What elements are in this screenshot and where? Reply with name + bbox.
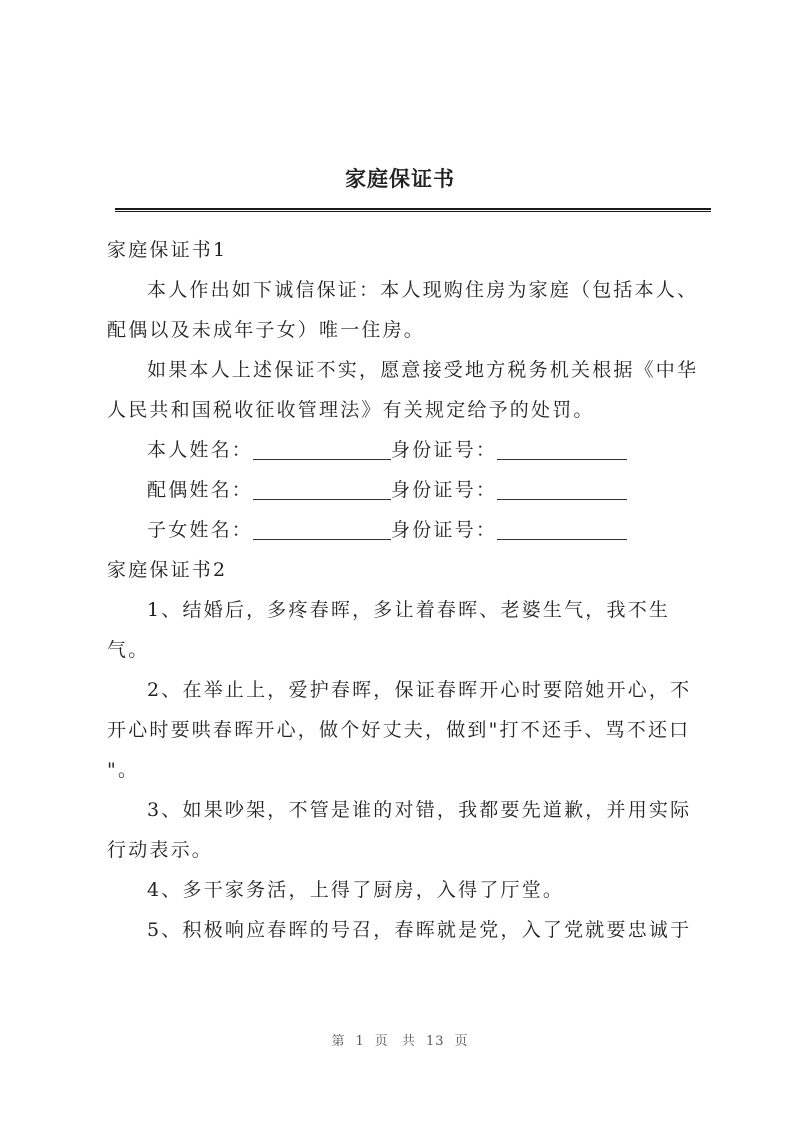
- section-heading-1: 家庭保证书1: [107, 239, 228, 261]
- document-body: [107, 230, 707, 950]
- field-row-self: [107, 430, 707, 470]
- paragraph-line: 人民共和国税收征收管理法》有关规定给予的处罚。: [107, 399, 595, 421]
- id-label: 身份证号：: [391, 519, 498, 541]
- id-blank: [497, 513, 627, 540]
- id-blank: [497, 473, 627, 500]
- footer-current-page: 1: [355, 1034, 365, 1049]
- page-footer: [0, 1030, 800, 1049]
- field-row-child: [107, 510, 707, 550]
- paragraph-line: 如果本人上述保证不实，愿意接受地方税务机关根据《中华: [147, 359, 699, 381]
- name-label: 本人姓名：: [147, 439, 254, 461]
- list-item-line: "。: [107, 759, 140, 781]
- list-item-line: 开心时要哄春晖开心，做个好丈夫，做到"打不还手、骂不还口: [107, 719, 691, 741]
- field-row-spouse: [107, 470, 707, 510]
- list-item-line: 5、积极响应春晖的号召，春晖就是党，入了党就要忠诚于: [147, 919, 692, 941]
- list-item-line: 行动表示。: [107, 839, 214, 861]
- id-label: 身份证号：: [391, 479, 498, 501]
- paragraph-line: 本人作出如下诚信保证：本人现购住房为家庭（包括本人、: [147, 279, 699, 301]
- name-blank: [253, 433, 391, 460]
- list-item-line: 3、如果吵架，不管是谁的对错，我都要先道歉，并用实际: [147, 799, 692, 821]
- list-item-line: 1、结婚后，多疼春晖，多让着春晖、老婆生气，我不生: [147, 599, 671, 621]
- id-label: 身份证号：: [391, 439, 498, 461]
- name-blank: [253, 513, 391, 540]
- document-title: 家庭保证书: [345, 166, 455, 191]
- footer-label-pages: 页: [454, 1034, 469, 1049]
- name-label: 子女姓名：: [147, 519, 254, 541]
- footer-label-of: 页 共: [374, 1034, 416, 1049]
- paragraph-line: 配偶以及未成年子女）唯一住房。: [107, 319, 426, 341]
- footer-label-page: 第: [331, 1034, 346, 1049]
- list-item-line: 气。: [107, 639, 150, 661]
- footer-total-pages: 13: [425, 1034, 445, 1049]
- name-blank: [253, 473, 391, 500]
- list-item-line: 4、多干家务活，上得了厨房，入得了厅堂。: [147, 879, 565, 901]
- name-label: 配偶姓名：: [147, 479, 254, 501]
- list-item-line: 2、在举止上，爱护春晖，保证春晖开心时要陪她开心，不: [147, 679, 692, 701]
- id-blank: [497, 433, 627, 460]
- section-heading-2: 家庭保证书2: [107, 559, 228, 581]
- title-divider: [115, 208, 711, 212]
